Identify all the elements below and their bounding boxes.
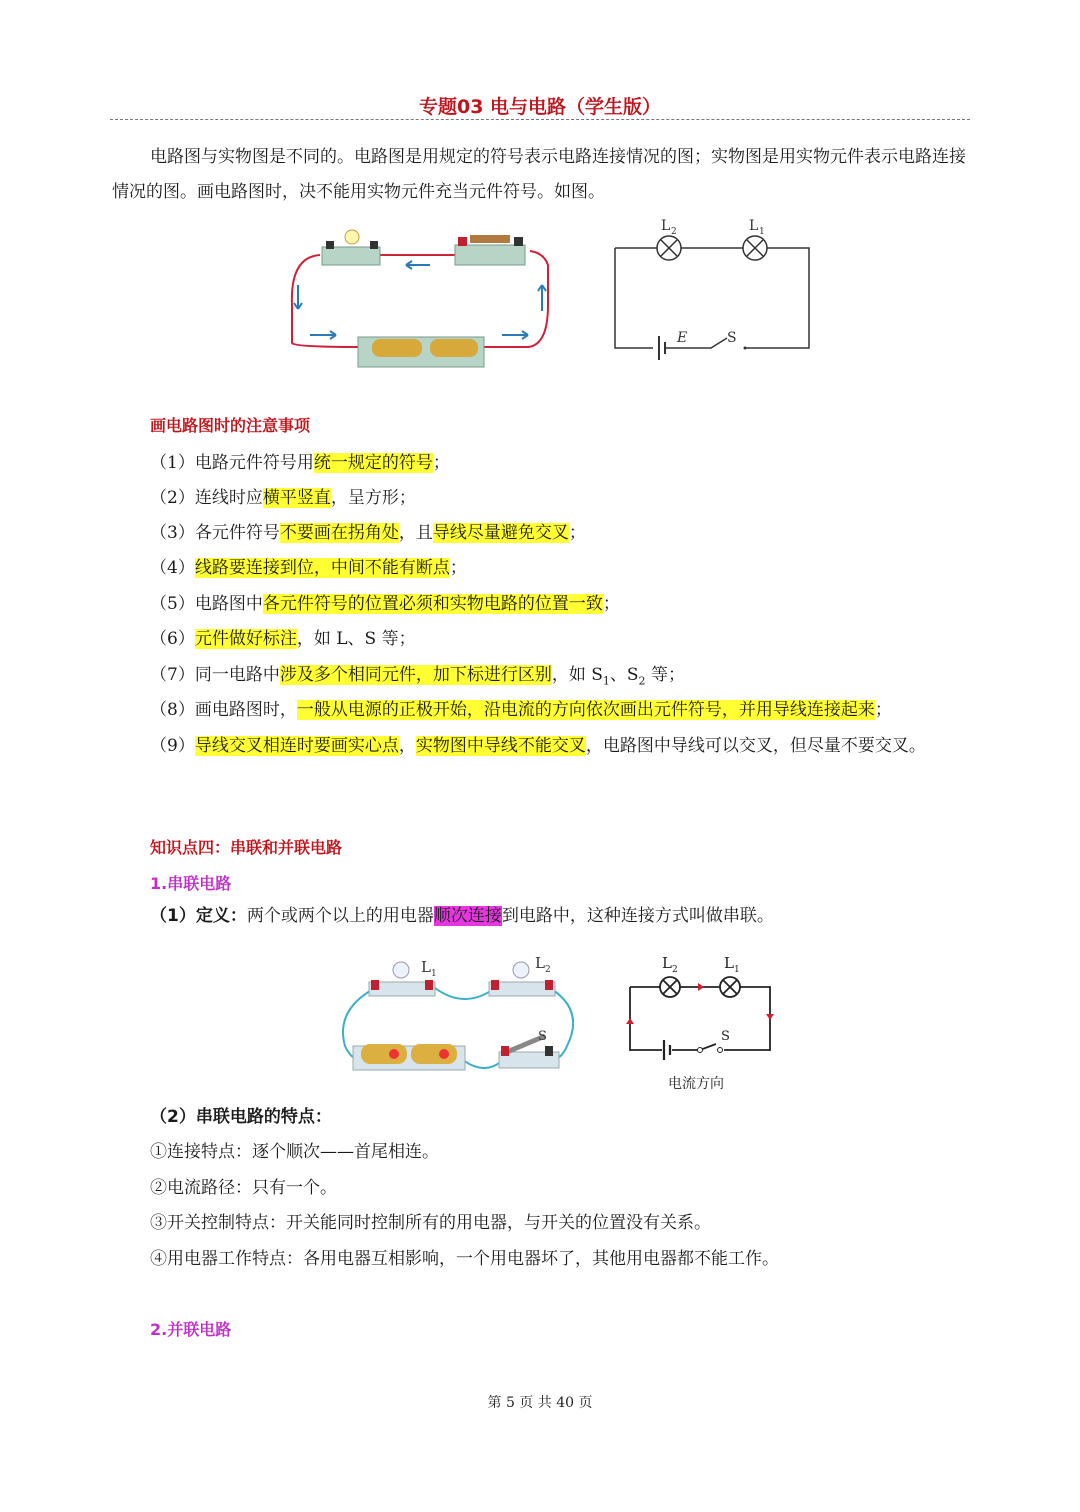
note-item bbox=[150, 485, 416, 511]
note-post: ，如 L、S 等； bbox=[296, 629, 416, 649]
battery-symbol bbox=[659, 336, 665, 360]
notes-heading: 画电路图时的注意事项 bbox=[150, 416, 311, 435]
note-hl2: 实物图中导线不能交叉 bbox=[415, 736, 586, 756]
note-item bbox=[150, 520, 586, 546]
intro-paragraph: 电路图与实物图是不同的。电路图是用规定的符号表示电路连接情况的图；实物图是用实物元件表示电路连接情况的图。画电路图时，决不能用实物元件充当元件符号。如图。 bbox=[112, 147, 966, 202]
physical-circuit-figure bbox=[280, 215, 560, 375]
note-num: （8） bbox=[150, 700, 195, 720]
label-l1-sub: 1 bbox=[759, 227, 765, 237]
feature-2: ②电流路径：只有一个。 bbox=[150, 1178, 337, 1198]
fig2-sym-l2: L bbox=[662, 954, 672, 972]
feature-3: ③开关控制特点：开关能同时控制所有的用电器，与开关的位置没有关系。 bbox=[150, 1213, 711, 1233]
definition-post: 到电路中，这种连接方式叫做串联。 bbox=[501, 906, 774, 926]
note-num: （6） bbox=[150, 629, 195, 649]
fig2-l2-sub: 2 bbox=[545, 965, 551, 975]
series-physical-figure bbox=[335, 950, 585, 1080]
features-heading: （2）串联电路的特点： bbox=[150, 1107, 332, 1127]
note-s2: 2 bbox=[638, 674, 646, 688]
note-pre: 各元件符号 bbox=[194, 523, 280, 543]
note-num: （2） bbox=[150, 488, 195, 508]
fig2-l1: L bbox=[421, 958, 431, 976]
fig2-l2: L bbox=[535, 954, 545, 972]
note-mid: ， bbox=[398, 736, 416, 756]
note-post: ，呈方形； bbox=[330, 488, 416, 508]
note-post2: 等； bbox=[645, 665, 685, 685]
note-hl: 横平竖直 bbox=[262, 488, 331, 508]
label-l2: L bbox=[661, 218, 671, 234]
note-hl: 元件做好标注 bbox=[194, 629, 297, 649]
l2-bulb-icon bbox=[513, 962, 529, 978]
section-heading: 知识点四：串联和并联电路 bbox=[150, 838, 343, 857]
subsection-parallel: 2.并联电路 bbox=[150, 1320, 232, 1339]
note-pre: 同一电路中 bbox=[194, 665, 280, 685]
switch-base bbox=[455, 245, 525, 265]
note-hl: 不要画在拐角处 bbox=[279, 523, 399, 543]
fig2-sym-s: S bbox=[721, 1029, 730, 1044]
note-item bbox=[150, 733, 926, 759]
page-title: 专题03 电与电路（学生版） bbox=[418, 96, 662, 118]
note-post: ，如 S bbox=[551, 665, 603, 685]
bulb-icon bbox=[345, 230, 359, 244]
switch-lever bbox=[470, 235, 510, 243]
label-s: S bbox=[727, 330, 737, 346]
fig2-sym-l1-sub: 1 bbox=[734, 965, 740, 975]
page-footer: 第 5 页 共 40 页 bbox=[487, 1395, 593, 1411]
note-item bbox=[150, 662, 685, 694]
label-e: E bbox=[677, 330, 688, 346]
note-sep: 、S bbox=[609, 665, 639, 685]
note-num: （1） bbox=[150, 453, 195, 473]
note-post: ； bbox=[874, 700, 892, 720]
fig2-battery-symbol bbox=[664, 1040, 670, 1060]
note-post: ； bbox=[602, 594, 620, 614]
note-hl: 各元件符号的位置必须和实物电路的位置一致 bbox=[262, 594, 603, 614]
l1-bulb-icon bbox=[393, 962, 409, 978]
fig2-l1-sub: 1 bbox=[431, 969, 437, 979]
note-s1: 1 bbox=[602, 674, 610, 688]
definition-line bbox=[150, 903, 774, 929]
definition-highlight: 顺次连接 bbox=[433, 906, 502, 926]
series-schematic-figure bbox=[620, 950, 780, 1095]
note-num: （9） bbox=[150, 736, 195, 756]
bulb-base bbox=[322, 247, 380, 265]
note-pre: 电路图中 bbox=[194, 594, 263, 614]
definition-pre: 两个或两个以上的用电器 bbox=[246, 906, 434, 926]
header-divider bbox=[110, 119, 970, 120]
note-hl: 线路要连接到位，中间不能有断点 bbox=[194, 558, 450, 578]
fig2-caption: 电流方向 bbox=[668, 1076, 724, 1092]
note-item bbox=[150, 555, 467, 581]
note-num: （7） bbox=[150, 665, 195, 685]
note-item bbox=[150, 626, 416, 652]
feature-4: ④用电器工作特点：各用电器互相影响，一个用电器坏了，其他用电器都不能工作。 bbox=[150, 1249, 779, 1269]
note-pre: 画电路图时， bbox=[194, 700, 297, 720]
note-post: ； bbox=[432, 453, 450, 473]
note-item bbox=[150, 697, 892, 723]
definition-label: （1）定义： bbox=[150, 906, 247, 926]
fig2-sym-l2-sub: 2 bbox=[672, 965, 678, 975]
battery-left bbox=[372, 339, 422, 357]
note-num: （3） bbox=[150, 523, 195, 543]
label-l2-sub: 2 bbox=[671, 227, 677, 237]
note-pre: 电路元件符号用 bbox=[194, 453, 314, 473]
note-hl: 导线交叉相连时要画实心点 bbox=[194, 736, 399, 756]
battery-right bbox=[430, 339, 478, 357]
note-hl2: 导线尽量避免交叉 bbox=[432, 523, 569, 543]
note-hl: 涉及多个相同元件，加下标进行区别 bbox=[279, 665, 552, 685]
note-pre: 连线时应 bbox=[194, 488, 263, 508]
note-post: ； bbox=[449, 558, 467, 578]
subsection-series: 1.串联电路 bbox=[150, 874, 232, 893]
label-l1: L bbox=[749, 218, 759, 234]
note-item bbox=[150, 450, 450, 476]
note-mid: ，且 bbox=[398, 523, 433, 543]
fig2-s: S bbox=[538, 1029, 547, 1044]
note-post: ，电路图中导线可以交叉，但尽量不要交叉。 bbox=[585, 736, 926, 756]
fig2-sym-l1: L bbox=[724, 954, 734, 972]
note-hl: 统一规定的符号 bbox=[313, 453, 433, 473]
note-post: ； bbox=[568, 523, 586, 543]
note-hl: 一般从电源的正极开始，沿电流的方向依次画出元件符号，并用导线连接起来 bbox=[296, 700, 875, 720]
note-num: （4） bbox=[150, 558, 195, 578]
schematic-figure-1 bbox=[605, 210, 825, 360]
note-num: （5） bbox=[150, 594, 195, 614]
note-item bbox=[150, 591, 620, 617]
feature-1: ①连接特点：逐个顺次——首尾相连。 bbox=[150, 1142, 439, 1162]
